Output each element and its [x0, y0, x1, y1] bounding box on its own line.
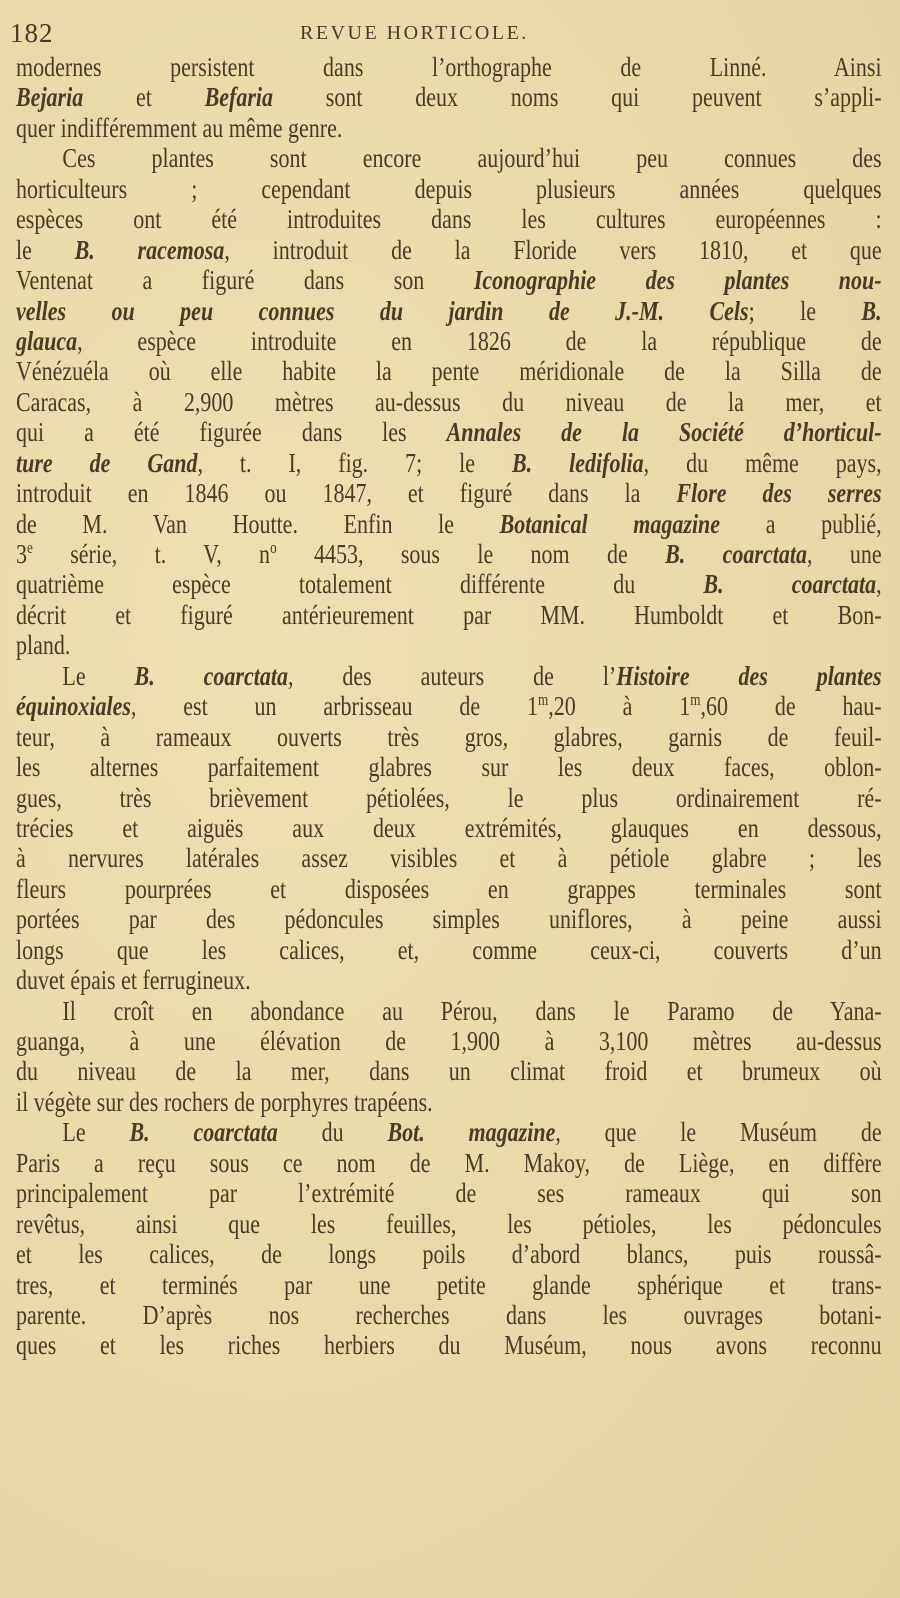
text-line	[16, 296, 882, 326]
text-segment: fleurs pourprées et disposées en grappes terminales sont	[16, 872, 882, 904]
text-segment: modernes persistent dans l’orthographe de Linné. Ainsi	[16, 51, 882, 82]
text-line	[16, 1148, 882, 1178]
italic-text: B. racemosa	[74, 233, 225, 265]
text-line	[16, 1087, 882, 1117]
superscript: e	[27, 537, 33, 557]
text-segment: , du même pays,	[643, 446, 882, 478]
text-segment: ,20 à 1	[548, 690, 691, 722]
text-segment: gues, très brièvement pétiolées, le plus ordinairement ré-	[16, 781, 882, 813]
text-line	[16, 1056, 882, 1086]
italic-text: Flore des serres	[676, 477, 882, 509]
text-segment: il végète sur des rochers de porphyres trapéens.	[16, 1085, 433, 1117]
body-text	[16, 52, 882, 1361]
text-line	[16, 630, 882, 660]
text-line	[16, 1270, 882, 1300]
text-segment: sont deux noms qui peuvent s’appli-	[273, 81, 882, 113]
text-segment: parente. D’après nos recherches dans les ouvrages botani-	[16, 1298, 882, 1330]
text-segment: portées par des pédoncules simples uniflores, à peine aussi	[16, 903, 882, 935]
text-segment: , une	[806, 538, 882, 569]
running-head	[0, 14, 900, 50]
text-line	[16, 265, 882, 295]
italic-text: Bejaria	[16, 81, 84, 113]
text-line	[16, 691, 882, 721]
text-line	[16, 174, 882, 204]
text-line	[16, 1330, 882, 1360]
text-segment: pland.	[16, 629, 71, 661]
italic-text: Bot. magazine	[387, 1116, 556, 1148]
text-segment: , est un arbrisseau de 1	[130, 690, 539, 722]
italic-text: B. coarctata	[703, 568, 877, 600]
text-segment: duvet épais et ferrugineux.	[16, 964, 251, 996]
italic-text: équinoxiales	[16, 690, 131, 722]
italic-text: B. coarctata	[665, 538, 807, 569]
text-segment: le	[16, 233, 75, 265]
text-segment: 4453, sous le nom de	[276, 538, 666, 569]
text-line	[16, 478, 882, 508]
text-segment: principalement par l’extrémité de ses rameaux qui son	[16, 1177, 882, 1209]
text-segment: , des auteurs de l’	[287, 659, 617, 691]
text-segment: , espèce introduite en 1826 de la république de	[77, 324, 882, 356]
text-segment: et les calices, de longs poils d’abord blancs, puis roussâ-	[16, 1238, 882, 1270]
italic-text: Befaria	[204, 81, 274, 113]
text-line	[16, 539, 882, 569]
text-line	[16, 387, 882, 417]
text-segment: ; le	[748, 294, 862, 326]
text-line	[16, 813, 882, 843]
text-segment: Paris a reçu sous ce nom de M. Makoy, de Liège, en diffère	[16, 1146, 882, 1178]
text-segment: espèces ont été introduites dans les cultures européennes :	[16, 203, 882, 235]
text-segment: du	[277, 1116, 388, 1148]
text-segment: a publié,	[720, 507, 882, 539]
text-segment: revêtus, ainsi que les feuilles, les pétioles, les pédoncules	[16, 1207, 882, 1239]
text-line	[16, 874, 882, 904]
text-line	[16, 143, 882, 173]
text-line	[16, 935, 882, 965]
italic-text: B. coarctata	[134, 659, 288, 691]
text-segment: , t. I, fig. 7; le	[197, 446, 513, 478]
text-segment: , que le Muséum de	[555, 1116, 882, 1148]
text-segment: les alternes parfaitement glabres sur les deux faces, oblon-	[16, 751, 882, 783]
text-line	[16, 1117, 882, 1147]
text-segment: décrit et figuré antérieurement par MM. Humboldt et Bon-	[16, 598, 882, 630]
text-line	[16, 113, 882, 143]
text-segment: série, t. V, n	[32, 538, 271, 569]
text-segment: à nervures latérales assez visibles et à pétiole glabre ; les	[16, 842, 882, 874]
text-line	[16, 1178, 882, 1208]
text-segment: guanga, à une élévation de 1,900 à 3,100 mètres au-dessus	[16, 1025, 882, 1056]
text-segment: et	[83, 81, 205, 113]
text-line	[16, 417, 882, 447]
text-line	[16, 235, 882, 265]
italic-text: B. coarctata	[129, 1116, 278, 1148]
text-segment: Vénézuéla où elle habite la pente méridionale de la Silla de	[16, 355, 882, 387]
text-segment: 3	[16, 538, 27, 569]
text-segment: longs que les calices, et, comme ceux-ci, couverts d’un	[16, 933, 882, 965]
superscript: m	[538, 690, 549, 710]
text-line	[16, 996, 882, 1026]
text-segment: Ces plantes sont encore aujourd’hui peu connues des	[62, 142, 882, 174]
text-segment: quer indifféremment au même genre.	[16, 111, 343, 143]
text-segment: Le	[62, 1116, 130, 1148]
text-segment: de M. Van Houtte. Enfin le	[16, 507, 500, 539]
text-line	[16, 600, 882, 630]
text-line	[16, 904, 882, 934]
superscript: o	[270, 537, 277, 557]
text-line	[16, 843, 882, 873]
italic-text: ture de Gand	[16, 446, 198, 478]
text-segment: tres, et terminés par une petite glande sphérique et trans-	[16, 1268, 882, 1300]
text-line	[16, 448, 882, 478]
text-line	[16, 661, 882, 691]
italic-text: B.	[861, 294, 882, 326]
page-number: 182	[10, 18, 54, 48]
text-line	[16, 326, 882, 356]
text-segment: ,60 de hau-	[700, 690, 882, 722]
text-segment: teur, à rameaux ouverts très gros, glabres, garnis de feuil-	[16, 720, 882, 752]
text-line	[16, 1300, 882, 1330]
text-segment: quatrième espèce totalement différente du	[16, 568, 704, 600]
superscript: m	[690, 690, 701, 710]
journal-title: REVUE HORTICOLE.	[300, 22, 529, 44]
text-segment: ,	[876, 568, 882, 600]
text-line	[16, 569, 882, 599]
italic-text: Iconographie des plantes nou-	[473, 264, 882, 296]
text-segment: ques et les riches herbiers du Muséum, nous avons reconnu	[16, 1329, 882, 1361]
text-line	[16, 509, 882, 539]
text-line	[16, 356, 882, 386]
italic-text: Annales de la Société d’horticul-	[446, 416, 882, 448]
text-segment: Caracas, à 2,900 mètres au-dessus du niveau de la mer, et	[16, 385, 882, 417]
italic-text: Histoire des plantes	[616, 659, 882, 691]
text-segment: qui a été figurée dans les	[16, 416, 447, 448]
text-line	[16, 1209, 882, 1239]
text-line	[16, 82, 882, 112]
text-line	[16, 752, 882, 782]
text-segment: Le	[62, 659, 135, 691]
text-line	[16, 52, 882, 82]
italic-text: velles ou peu connues du jardin de J.-M. Cels	[16, 294, 749, 326]
text-segment: , introduit de la Floride vers 1810, et que	[224, 233, 882, 265]
text-line	[16, 204, 882, 234]
text-segment: du niveau de la mer, dans un climat froid et brumeux où	[16, 1055, 882, 1087]
text-line	[16, 1026, 882, 1056]
italic-text: Botanical magazine	[499, 507, 721, 539]
text-segment: introduit en 1846 ou 1847, et figuré dans la	[16, 477, 677, 509]
text-segment: trécies et aiguës aux deux extrémités, glauques en dessous,	[16, 811, 882, 843]
text-line	[16, 722, 882, 752]
italic-text: glauca	[16, 324, 78, 356]
text-line	[16, 783, 882, 813]
italic-text: B. ledifolia	[512, 446, 644, 478]
text-segment: Ventenat a figuré dans son	[16, 264, 474, 296]
text-segment: Il croît en abondance au Pérou, dans le Paramo de Yana-	[62, 994, 882, 1026]
text-line	[16, 965, 882, 995]
text-segment: horticulteurs ; cependant depuis plusieurs années quelques	[16, 172, 882, 204]
text-line	[16, 1239, 882, 1269]
